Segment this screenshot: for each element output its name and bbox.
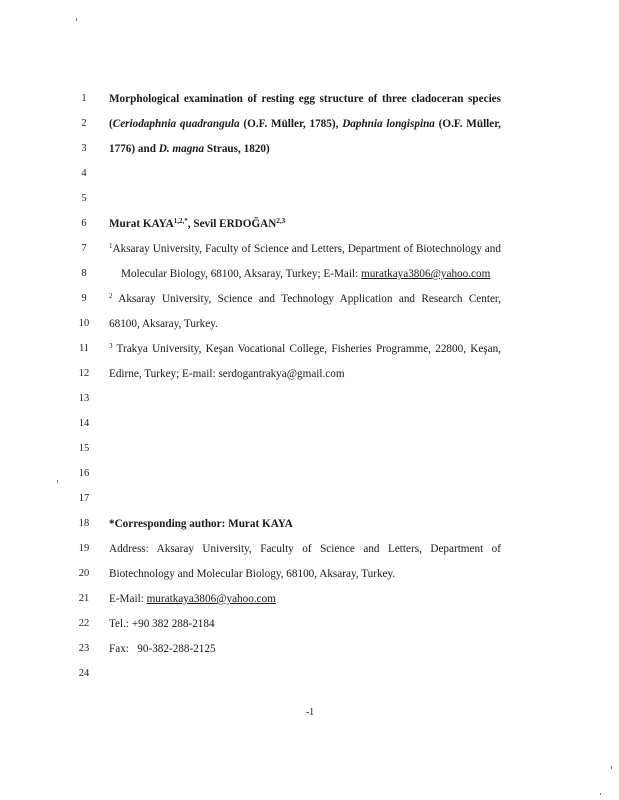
line-number: 5 (81, 193, 87, 204)
line-22 (0, 615, 619, 633)
line-number: 24 (78, 668, 90, 679)
address: Address: Aksaray University, Faculty of Science and Letters, Department of (109, 543, 501, 555)
scan-speck (600, 793, 601, 795)
line-2 (0, 115, 619, 133)
line-21 (0, 590, 619, 608)
email-link[interactable]: muratkaya3806@yahoo.com (146, 593, 276, 605)
line-number: 6 (81, 218, 87, 229)
line-number: 1 (81, 93, 87, 104)
line-number: 17 (78, 493, 90, 504)
email-line: E-Mail: muratkaya3806@yahoo.com (109, 593, 276, 605)
line-number: 16 (78, 468, 90, 479)
affiliation-marker: 1,2,* (173, 217, 188, 225)
title: Morphological examination of resting egg structure of three cladoceran species (109, 93, 501, 105)
affiliation: $^1$Aksaray University, Faculty of Science and Letters, Department of Biotechnology and (109, 242, 501, 255)
line-7 (0, 240, 619, 258)
affiliation-marker: 2 (109, 292, 113, 300)
line-9 (0, 290, 619, 308)
line-number: 7 (81, 243, 87, 254)
line-18 (0, 515, 619, 533)
line-8 (0, 265, 619, 283)
line-15 (0, 440, 619, 458)
author-name: Murat KAYA (109, 218, 174, 230)
line-4 (0, 165, 619, 183)
line-12 (0, 365, 619, 383)
line-20 (0, 565, 619, 583)
scan-speck (76, 18, 77, 21)
line-24 (0, 665, 619, 683)
page-number: -1 (305, 707, 315, 718)
affiliation-marker: 1 (109, 242, 113, 250)
line-number: 15 (78, 443, 90, 454)
line-14 (0, 415, 619, 433)
line-number: 18 (78, 518, 90, 529)
line-11 (0, 340, 619, 358)
line-number: 10 (78, 318, 90, 329)
line-number: 14 (78, 418, 90, 429)
scan-speck (611, 766, 612, 769)
line-10 (0, 315, 619, 333)
line-number: 22 (78, 618, 90, 629)
line-1 (0, 90, 619, 108)
line-17 (0, 490, 619, 508)
affiliation: Edirne, Turkey; E-mail: serdogantrakya@gmail.com (109, 368, 345, 380)
affiliation-marker: 2,3 (276, 217, 286, 225)
species-name: D. magna (158, 143, 205, 155)
line-number: 8 (81, 268, 87, 279)
telephone: Tel.: +90 382 288-2184 (109, 618, 215, 630)
email-link[interactable]: muratkaya3806@yahoo.com (361, 268, 491, 280)
affiliation: $^2$ Aksaray University, Science and Technology Application and Research Center, (109, 292, 501, 305)
line-19 (0, 540, 619, 558)
fax: Fax: 90-382-288-2125 (109, 643, 216, 655)
line-number: 2 (81, 118, 87, 129)
line-16 (0, 465, 619, 483)
line-5 (0, 190, 619, 208)
author-name: Sevil ERDOĞAN (193, 218, 277, 230)
line-number: 3 (81, 143, 87, 154)
authors: Murat $KAYA^{1,2,*}$, Sevil ERDOĞAN$^{2,3}$ (109, 217, 286, 230)
line-6 (0, 215, 619, 233)
title-line: 1776) and D. magna Straus, 1820) (109, 143, 270, 155)
title-line (109, 90, 501, 108)
corresponding-author-heading: *Corresponding author: Murat KAYA (109, 518, 293, 530)
address: Biotechnology and Molecular Biology, 68100, Aksaray, Turkey. (109, 568, 396, 580)
line-3 (0, 140, 619, 158)
line-number: 23 (78, 643, 90, 654)
species-name: Daphnia longispina (342, 118, 435, 130)
line-number: 12 (78, 368, 90, 379)
scan-speck (57, 480, 58, 483)
affiliation: $^3$ Trakya University, Keşan Vocational College, Fisheries Programme, 22800, Keşan, (109, 342, 501, 355)
line-13 (0, 390, 619, 408)
line-number: 19 (78, 543, 90, 554)
line-number: 21 (78, 593, 90, 604)
line-number: 20 (78, 568, 90, 579)
title-line: (Ceriodaphnia quadrangula (O.F. Müller, 1785), Daphnia longispina (O.F. Müller, (109, 118, 501, 130)
affiliation-marker: 3 (109, 342, 113, 350)
affiliation: 68100, Aksaray, Turkey. (109, 318, 218, 330)
species-name: Ceriodaphnia quadrangula (112, 118, 240, 130)
line-number: 9 (81, 293, 87, 304)
line-number: 11 (78, 343, 90, 354)
affiliation: Molecular Biology, 68100, Aksaray, Turkey; E-Mail: muratkaya3806@yahoo.com (121, 268, 491, 280)
line-number: 13 (78, 393, 90, 404)
line-number: 4 (81, 168, 87, 179)
line-23 (0, 640, 619, 658)
